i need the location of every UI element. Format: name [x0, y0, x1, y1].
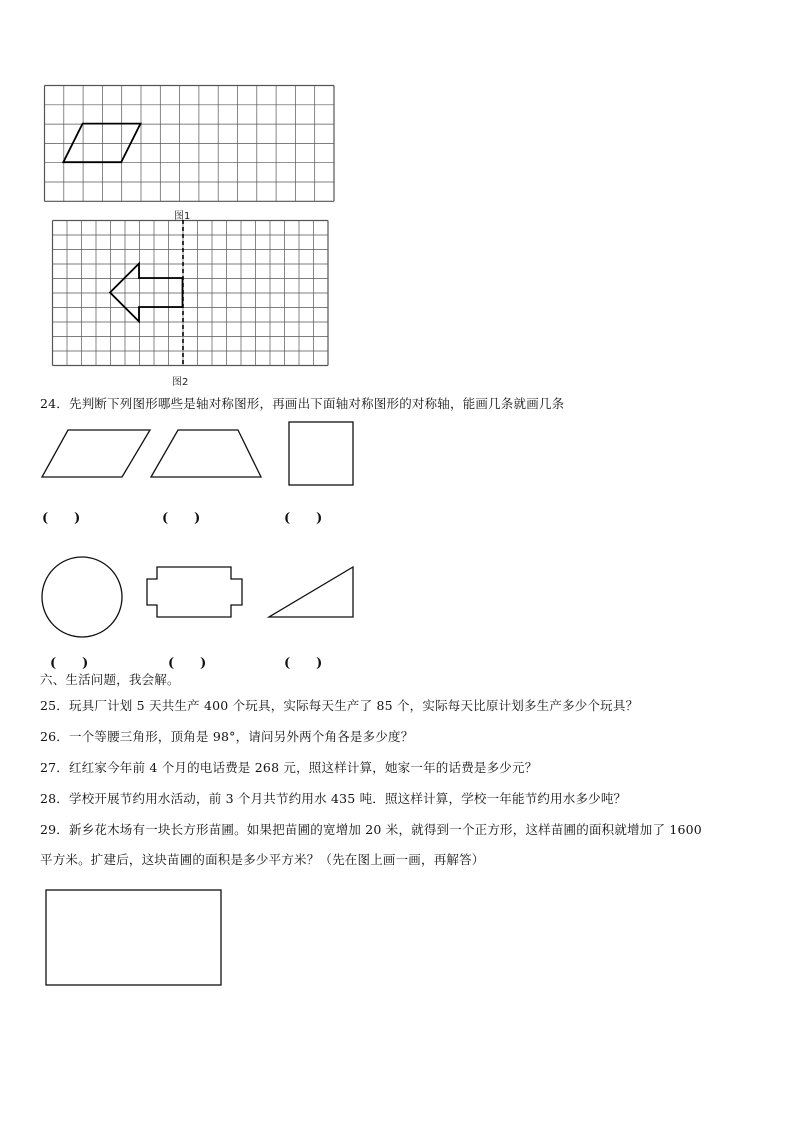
answer-blank-triangle[interactable]: ( ) — [284, 656, 323, 671]
question-29-line-1: 29．新乡花木场有一块长方形苗圃。如果把苗圃的宽增加 20 米，就得到一个正方形，这样苗圃的面积就增加了 1600 — [40, 822, 702, 837]
question-29-line-2: 平方米。扩建后，这块苗圃的面积是多少平方米？（先在图上画一画，再解答） — [40, 852, 485, 867]
figure-2-grid — [52, 220, 328, 368]
shape-trapezoid — [148, 428, 264, 480]
question-28: 28．学校开展节约用水活动，前 3 个月共节约用水 435 吨．照这样计算，学校一年能节约用水多少吨？ — [40, 791, 627, 806]
shape-parallelogram — [40, 428, 152, 480]
figure-2-arrow — [110, 264, 183, 322]
question-27: 27．红红家今年前 4 个月的电话费是 268 元，照这样计算，她家一年的话费是多少元？ — [40, 760, 538, 775]
answer-blank-parallelogram[interactable]: ( ) — [42, 511, 81, 526]
shape-notched-rectangle — [146, 566, 244, 620]
shape-circle — [40, 555, 126, 641]
answer-blank-trapezoid[interactable]: ( ) — [162, 511, 201, 526]
answer-blank-circle[interactable]: ( ) — [50, 656, 89, 671]
section-6-title: 六、生活问题，我会解。 — [40, 672, 180, 687]
answer-blank-notched-rectangle[interactable]: ( ) — [168, 656, 207, 671]
nursery-rectangle-drawing-area[interactable] — [45, 889, 223, 987]
shape-square — [288, 421, 355, 487]
shape-right-triangle — [266, 565, 358, 620]
question-24: 24．先判断下列图形哪些是轴对称图形，再画出下面轴对称图形的对称轴，能画几条就画几条 — [40, 396, 565, 411]
answer-blank-square[interactable]: ( ) — [284, 511, 323, 526]
figure-1-grid — [44, 85, 334, 203]
question-25: 25．玩具厂计划 5 天共生产 400 个玩具，实际每天生产了 85 个，实际每天比原计划多生产多少个玩具？ — [40, 698, 639, 713]
figure-1-parallelogram — [63, 124, 140, 163]
question-26: 26．一个等腰三角形，顶角是 98°，请问另外两个角各是多少度？ — [40, 729, 414, 744]
figure-1-caption: 图1 — [174, 211, 191, 222]
figure-2-caption: 图2 — [172, 377, 189, 388]
